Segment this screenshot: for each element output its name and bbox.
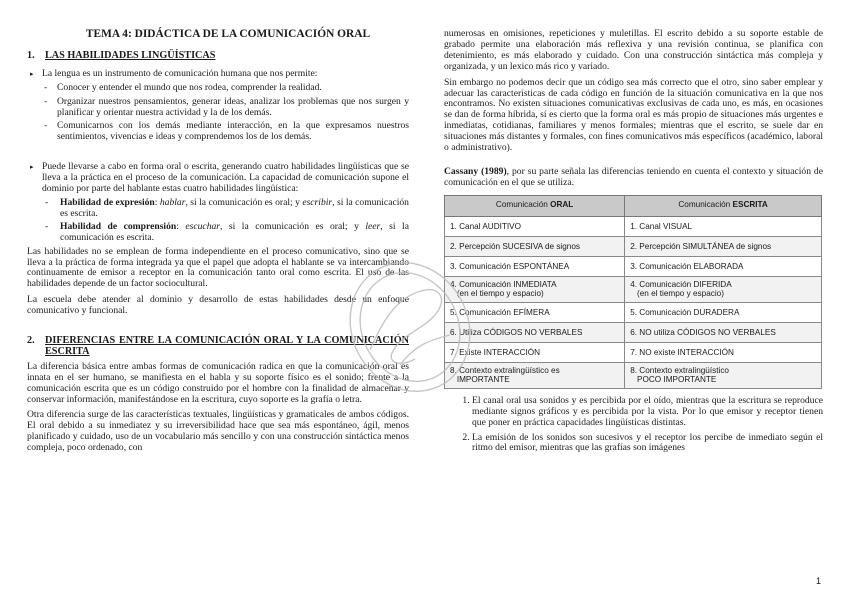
section-1-heading: 1. LAS HABILIDADES LINGÜÍSTICAS [27, 49, 216, 61]
bullet-arrow-icon: ▸ [30, 69, 34, 78]
skill-comprehension: - Habilidad de comprensión: escuchar, si la comunicación es oral; y leer, si la comunicación es escrita. [45, 220, 409, 243]
table-row: 3. Comunicación ESPONTÁNEA 3. Comunicación ELABORADA [445, 256, 822, 276]
table-row: 7. Existe INTERACCIÓN 7. NO existe INTERACCIÓN [445, 342, 822, 362]
paragraph: numerosas en omisiones, repeticiones y muletillas. El escrito debido a su soporte estable de grabado permite una elaboración más reflexiva y una revisión continua, se planifica con detenimiento, es más elaborado y cuidado. Con una construcción sintáctica más compleja y organizada, y un lexico más rico y variado. [444, 28, 823, 72]
comparison-table [444, 195, 822, 389]
bullet-item: ▸ Puede llevarse a cabo en forma oral o escrita, generando cuatro habilidades lingüísticas que se lleva a la práctica en el proceso de la comunicación. La capacidad de comunicación supone el dominio por parte del hablante estas cuatro habilidades lingüística: [30, 161, 409, 195]
skill-expression: - Habilidad de expresión: hablar, si la comunicación es oral; y escribir, si la comunicación es escrita. [45, 196, 409, 219]
paragraph: La diferencia básica entre ambas formas de comunicación radica en que la comunicación oral es innata en el ser humano, se manifiesta en el habla y su soporte físico es el sonido; frente a la comunicación escrita que es un código construido por el hombre con la finalidad de almacenar y conservar información, manifestándose en la escritura, cuyo soporte es la grafía o letra. [27, 360, 409, 405]
table-row: 1. Canal AUDITIVO 1. Canal VISUAL [445, 216, 822, 236]
bullet-arrow-icon: ▸ [30, 163, 34, 172]
table-row: 4. Comunicación INMEDIATA (en el tiempo y espacio) 4. Comunicación DIFERIDA (en el tiempo y espacio) [445, 276, 822, 302]
paragraph: La escuela debe atender al dominio y desarrollo de estas habilidades desde un enfoque comunicativo y funcional. [27, 294, 409, 317]
document-title: TEMA 4: DIDÁCTICA DE LA COMUNICACIÓN ORAL [85, 28, 371, 40]
paragraph: Las habilidades no se emplean de forma independiente en el proceso comunicativo, sino que se lleva a la práctica de forma integrada ya que el papel que adopta el hablante se va intercambiando continuamente de emisor a receptor en la comunicación tanto oral como escrita. El uso de las habilidades depende de un factor sociocultural. [27, 245, 409, 290]
table-row: 2. Percepción SUCESIVA de signos 2. Percepción SIMULTÁNEA de signos [445, 236, 822, 256]
paragraph: Otra diferencia surge de las características textuales, lingüísticas y gramaticales de ambos códigos. El oral debido a su inmediatez y su irreversibilidad hace que sea más espontáneo, ágil, menos planificado y cuidado, uso de un vocabulario más sencillo y con una construcción sintáctica menos compleja, poco ordenado, con [27, 409, 409, 454]
table-row: 5. Comunicación EFÍMERA 5. Comunicación DURADERA [445, 302, 822, 322]
table-row: 8. Contexto extralingüístico es IMPORTANTE 8. Contexto extralingüístico POCO IMPORTANTE [445, 362, 822, 388]
dash-item: - Organizar nuestros pensamientos, generar ideas, analizar los problemas que nos surgen y planificar y orientar nuestra actividad y la de los demás. [57, 97, 409, 119]
numbered-list [444, 396, 823, 455]
watermark-stamp-icon [330, 255, 490, 400]
paragraph: Sin embargo no podemos decir que un código sea más correcto que el otro, sino saber emplear y adecuar las características de cada código en función de la situación comunicativa en la que nos encontramos. No existen situaciones comunicativas exclusivas de cada uno, es más, en ocasiones se dan de forma híbrida, sí es cierto que la forma oral es más propio de situaciones más urgentes e inmediatas, cotidianas, familiares y menos formales; mientras que el escrito, se suele dar en situaciones más distantes y formales, con fines comunicativos más específicos (académico, laboral o administrativo). [444, 76, 823, 154]
list-item: 2. La emisión de los sonidos son sucesivos y el receptor los percibe de inmediato según el ritmo del emisor, mientras que las grafías son imágenes [472, 433, 823, 455]
dash-marker: - [45, 220, 49, 232]
bullet-item: ▸ La lengua es un instrumento de comunicación humana que nos permite: [30, 67, 318, 79]
header-escrita: Comunicación ESCRITA [625, 195, 822, 216]
right-column [444, 0, 823, 458]
dash-item: - Comunicarnos con los demás mediante interacción, en la que expresamos nuestros sentimientos, vivencias e ideas y comprendemos los de los demás. [57, 121, 409, 143]
section-2-heading: 2. DIFERENCIAS ENTRE LA COMUNICACIÓN ORAL Y LA COMUNICACIÓN ESCRITA [27, 335, 409, 357]
table-header-row [445, 195, 822, 216]
header-oral: Comunicación ORAL [445, 195, 625, 216]
dash-list [27, 83, 409, 144]
list-item: 1. El canal oral usa sonidos y es percibida por el oído, mientras que la escritura se reproduce mediante signos gráficos y es percibida por la vista. Por lo que emisor y receptor tienen que poner en práctica capacidades lingüísticas distintas. [472, 396, 823, 429]
dash-marker: - [45, 196, 49, 208]
table-row: 6. Utiliza CÓDIGOS NO VERBALES 6. NO utiliza CÓDIGOS NO VERBALES [445, 322, 822, 342]
dash-item: - Conocer y entender el mundo que nos rodea, comprender la realidad. [57, 83, 409, 94]
cassany-paragraph: Cassany (1989), por su parte señala las diferencias teniendo en cuenta el contexto y situación de comunicación en el que se utiliza. [444, 165, 823, 188]
page-number: 1 [815, 576, 821, 586]
